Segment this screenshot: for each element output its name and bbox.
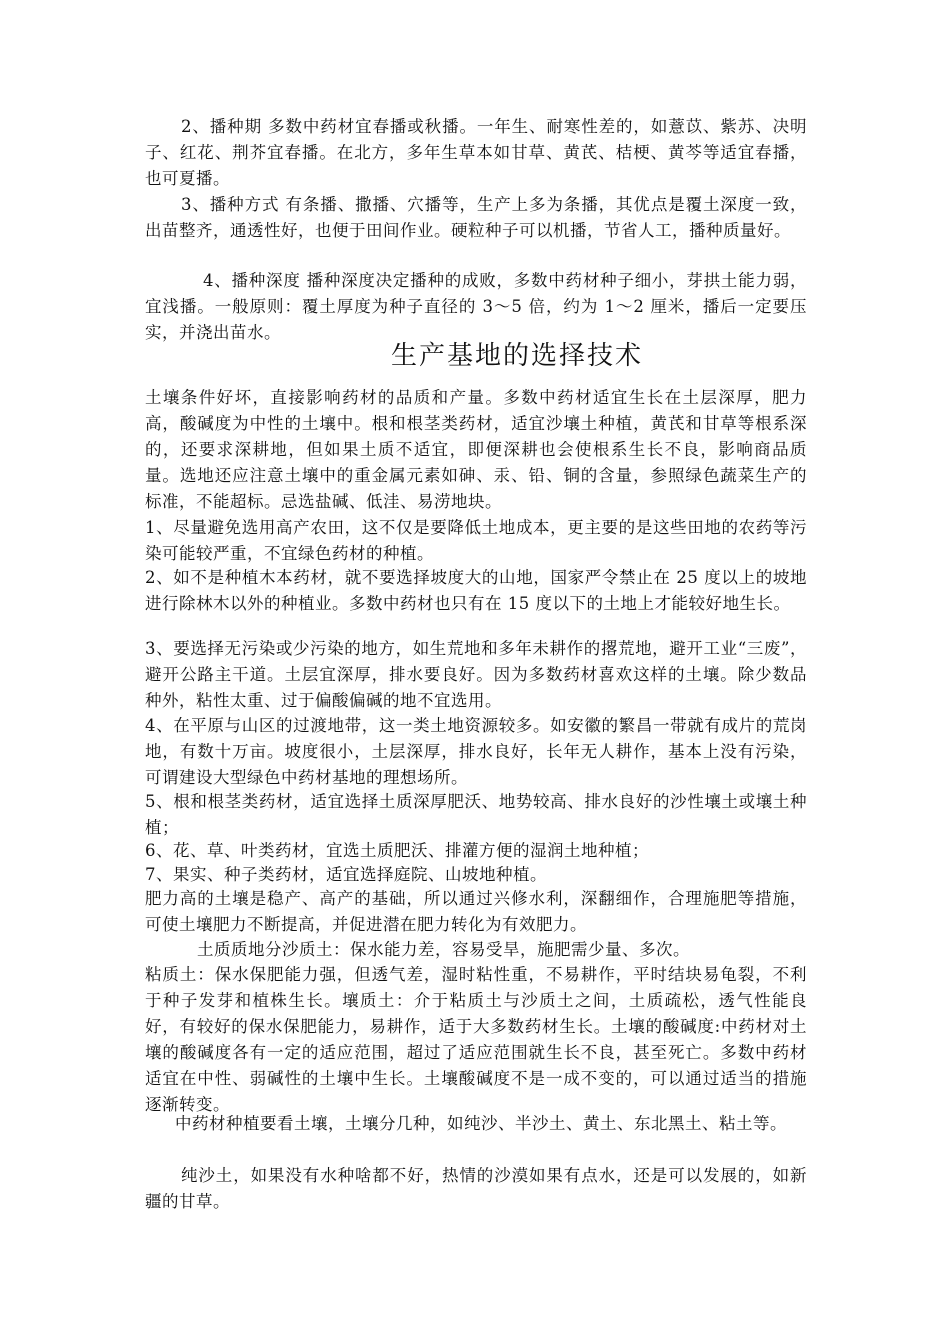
- paragraph-item-7: 7、果实、种子类药材，适宜选择庭院、山坡地种植。: [145, 865, 547, 884]
- section-title: 生产基地的选择技术: [390, 341, 643, 371]
- paragraph-sandy-soil: 土质质地分沙质土：保水能力差，容易受旱，施肥需少量、多次。: [197, 940, 690, 959]
- paragraph-item-5: 5、根和根茎类药材，适宜选择土质深厚肥沃、地势较高、排水良好的沙性壤土或壤土种植；: [145, 792, 807, 837]
- paragraph-sowing-period: 2、播种期 多数中药材宜春播或秋播。一年生、耐寒性差的，如薏苡、紫苏、决明子、红花、荆芥宜春播。在北方，多年生草本如甘草、黄芪、桔梗、黄芩等适宜春播，也可夏播。: [145, 117, 807, 188]
- paragraph-item-6: 6、花、草、叶类药材，宜选土质肥沃、排灌方便的湿润土地种植；: [145, 841, 649, 860]
- paragraph-item-1: 1、尽量避免选用高产农田，这不仅是要降低土地成本，更主要的是这些田地的农药等污染可能较严重，不宜绿色药材的种植。: [145, 518, 807, 563]
- paragraph-pure-sand: 纯沙土，如果没有水种啥都不好，热情的沙漠如果有点水，还是可以发展的，如新疆的甘草。: [145, 1166, 807, 1211]
- paragraph-clay-soil: 粘质土：保水保肥能力强，但透气差，湿时粘性重，不易耕作，平时结块易龟裂，不利于种子发芽和植株生长。壤质土：介于粘质土与沙质土之间，土质疏松，透气性能良好，有较好的保水保肥能力，易耕作，适于大多数药材生长。土壤的酸碱度:中药材对土壤的酸碱度各有一定的适应范围，超过了适应范围就生长不良，甚至死亡。多数中药材适宜在中性、弱碱性的土壤中生长。土壤酸碱度不是一成不变的，可以通过适当的措施逐渐转变。: [145, 965, 807, 1114]
- paragraph-soil-types: 中药材种植要看土壤，土壤分几种，如纯沙、半沙土、黄土、东北黑土、粘土等。: [175, 1114, 787, 1133]
- paragraph-sowing-depth: 4、播种深度 播种深度决定播种的成败，多数中药材种子细小，芽拱土能力弱，宜浅播。一般原则：覆土厚度为种子直径的 3～5 倍，约为 1～2 厘米，播后一定要压实，并浇出苗水。: [145, 271, 807, 342]
- paragraph-item-3: 3、要选择无污染或少污染的地方，如生荒地和多年未耕作的撂荒地，避开工业“三废”，避开公路主干道。土层宜深厚，排水要良好。因为多数药材喜欢这样的土壤。除少数品种外，粘性太重、过于偏酸偏碱的地不宜选用。: [145, 639, 807, 710]
- paragraph-item-2: 2、如不是种植木本药材，就不要选择坡度大的山地，国家严令禁止在 25 度以上的坡地进行除林木以外的种植业。多数中药材也只有在 15 度以下的土地上才能较好地生长。: [145, 568, 807, 613]
- paragraph-item-4: 4、在平原与山区的过渡地带，这一类土地资源较多。如安徽的繁昌一带就有成片的荒岗地，有数十万亩。坡度很小，土层深厚，排水良好，长年无人耕作，基本上没有污染，可谓建设大型绿色中药材基地的理想场所。: [145, 716, 807, 787]
- paragraph-fertility: 肥力高的土壤是稳产、高产的基础，所以通过兴修水利，深翻细作，合理施肥等措施，可使土壤肥力不断提高，并促进潜在肥力转化为有效肥力。: [145, 889, 807, 934]
- paragraph-sowing-method: 3、播种方式 有条播、撒播、穴播等，生产上多为条播，其优点是覆土深度一致，出苗整齐，通透性好，也便于田间作业。硬粒种子可以机播，节省人工，播种质量好。: [145, 195, 807, 240]
- paragraph-soil-intro: 土壤条件好坏，直接影响药材的品质和产量。多数中药材适宜生长在土层深厚，肥力高，酸碱度为中性的土壤中。根和根茎类药材，适宜沙壤土种植，黄芪和甘草等根系深的，还要求深耕地，但如果土质不适宜，即便深耕也会使根系生长不良，影响商品质量。选地还应注意土壤中的重金属元素如砷、汞、铅、铜的含量，参照绿色蔬菜生产的标准，不能超标。忌选盐碱、低洼、易涝地块。: [145, 388, 807, 511]
